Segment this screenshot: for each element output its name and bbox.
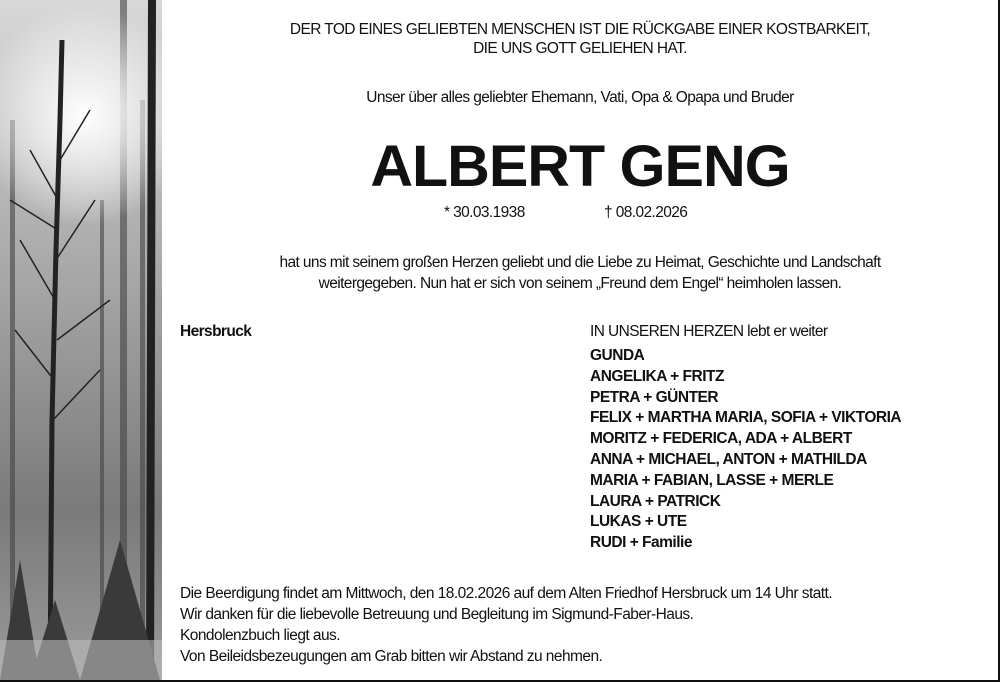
mourner-entry: LUKAS + UTE: [590, 513, 687, 531]
tribute-line-2: weitergegeben. Nun hat er sich von seinem „Freund dem Engel“ heimholen lassen.: [318, 275, 842, 292]
tribute-line-1: hat uns mit seinem großen Herzen geliebt und die Liebe zu Heimat, Geschichte und Landschaft: [279, 254, 881, 271]
forest-photo: [0, 0, 162, 680]
mourner-entry: RUDI + Familie: [590, 534, 692, 552]
mourner-entry: ANNA + MICHAEL, ANTON + MATHILDA: [590, 450, 867, 468]
funeral-details: Die Beerdigung findet am Mittwoch, den 18.02.2026 auf dem Alten Friedhof Hersbruck um 14 Uhr statt.: [180, 585, 833, 602]
death-date: † 08.02.2026: [604, 204, 688, 221]
mourners-list: [590, 346, 901, 554]
mourner-entry: MORITZ + FEDERICA, ADA + ALBERT: [590, 430, 852, 448]
condolence-book-line: Kondolenzbuch liegt aus.: [180, 627, 341, 644]
mourner-entry: FELIX + MARTHA MARIA, SOFIA + VIKTORIA: [590, 409, 902, 427]
mourner-entry: GUNDA: [590, 347, 645, 364]
deceased-name: ALBERT GENG: [370, 134, 790, 199]
mourner-entry: ANGELIKA + FRITZ: [590, 367, 724, 385]
mourners-heading: IN UNSEREN HERZEN lebt er weiter: [590, 323, 828, 340]
condolence-request-line: Von Beileidsbezeugungen am Grab bitten wir Abstand zu nehmen.: [180, 648, 603, 665]
mourner-entry: LAURA + PATRICK: [590, 492, 721, 510]
mourner-entry: PETRA + GÜNTER: [590, 388, 719, 406]
funeral-info: [180, 583, 832, 667]
place-label: Hersbruck: [180, 323, 252, 340]
birth-date: * 30.03.1938: [444, 204, 525, 221]
mourner-entry: MARIA + FABIAN, LASSE + MERLE: [590, 471, 834, 489]
intro-text: Unser über alles geliebter Ehemann, Vati, Opa & Opapa und Bruder: [366, 89, 794, 106]
thanks-line: Wir danken für die liebevolle Betreuung und Begleitung im Sigmund-Faber-Haus.: [180, 606, 694, 623]
motto-line-1: DER TOD EINES GELIEBTEN MENSCHEN IST DIE RÜCKGABE EINER KOSTBARKEIT,: [289, 21, 871, 38]
motto-line-2: DIE UNS GOTT GELIEHEN HAT.: [473, 40, 687, 57]
